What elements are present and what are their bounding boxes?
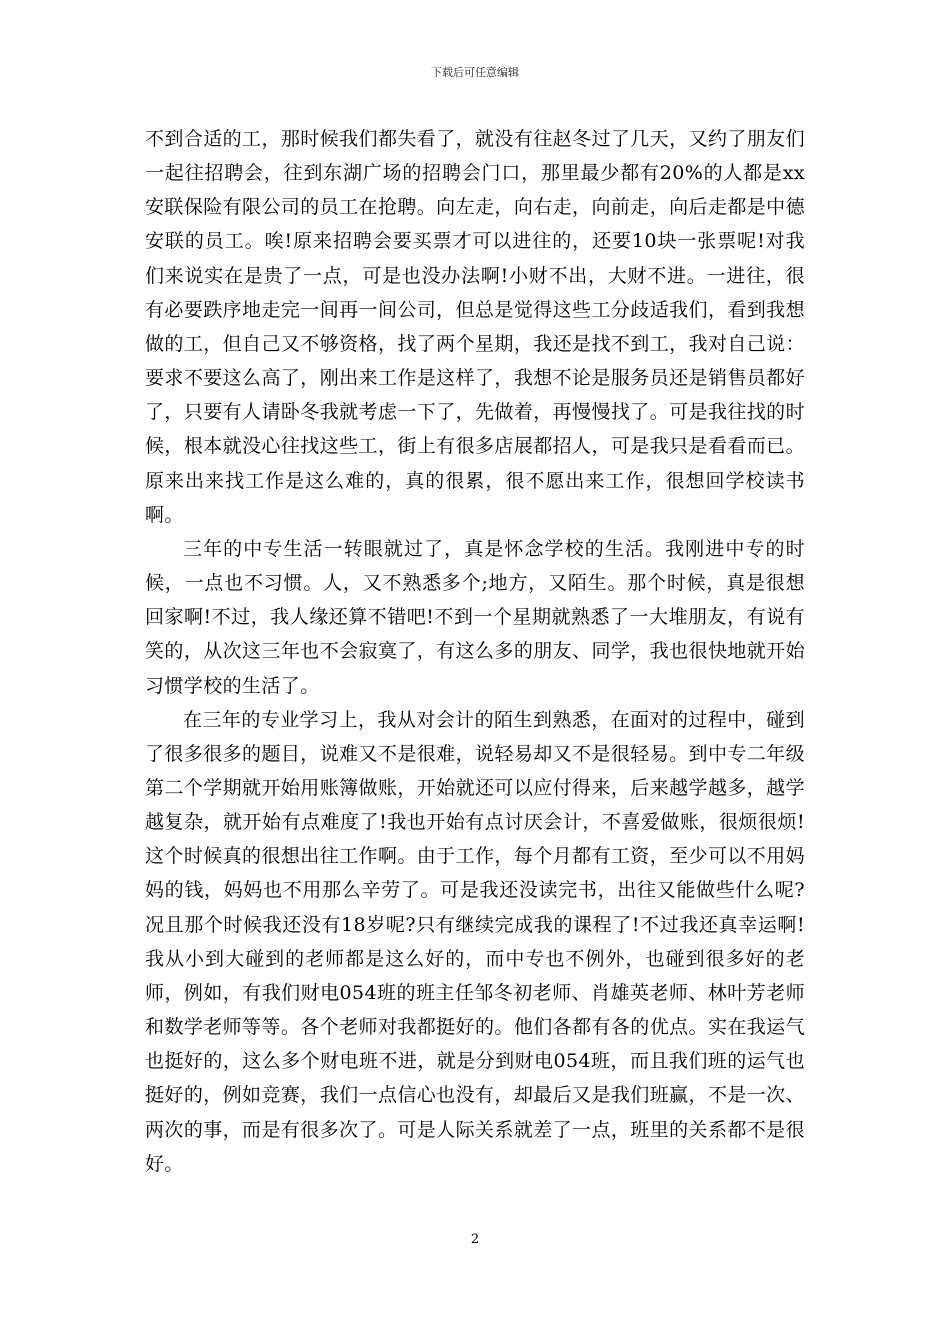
- paragraph-3: 在三年的专业学习上，我从对会计的陌生到熟悉，在面对的过程中，碰到了很多很多的题目，说难又不是很难，说轻易却又不是很轻易。到中专二年级第二个学期就开始用账簿做账，开始就还可以应付得来，后来越学越多，越学越复杂，就开始有点难度了!我也开始有点讨厌会计，不喜爱做账，很烦很烦!这个时候真的很想出往工作啊。由于工作，每个月都有工资，至少可以不用妈妈的钱，妈妈也不用那么辛劳了。可是我还没读完书，出往又能做些什么呢?况且那个时候我还没有18岁呢?只有继续完成我的课程了!不过我还真幸运啊!我从小到大碰到的老师都是这么好的，而中专也不例外，也碰到很多好的老师，例如，有我们财电054班的班主任邹冬初老师、肖雄英老师、林叶芳老师和数学老师等等。各个老师对我都挺好的。他们各都有各的优点。实在我运气也挺好的，这么多个财电班不进，就是分到财电054班，而且我们班的运气也挺好的，例如竞赛，我们一点信心也没有，却最后又是我们班赢，不是一次、两次的事，而是有很多次了。可是人际关系就差了一点，班里的关系都不是很好。: [145, 708, 805, 1175]
- document-body: [145, 122, 805, 1181]
- paragraph-1: 不到合适的工，那时候我们都失看了，就没有往赵冬过了几天，又约了朋友们一起往招聘会，往到东湖广场的招聘会门口，那里最少都有20%的人都是xx安联保险有限公司的员工在抢聘。向左走，向右走，向前走，向后走都是中德安联的员工。唉!原来招聘会要买票才可以进往的，还要10块一张票呢!对我们来说实在是贵了一点，可是也没办法啊!小财不出，大财不进。一进往，很有必要跌序地走完一间再一间公司，但总是觉得这些工分歧适我们，看到我想做的工，但自己又不够资格，找了两个星期，我还是找不到工，我对自己说：要求不要这么高了，刚出来工作是这样了，我想不论是服务员还是销售员都好了，只要有人请卧冬我就考虑一下了，先做着，再慢慢找了。可是我往找的时候，根本就没心往找这些工，街上有很多店展都招人，可是我只是看看而已。原来出来找工作是这么难的，真的很累，很不愿出来工作，很想回学校读书啊。: [145, 128, 805, 526]
- page-header: 下载后可任意编辑: [431, 66, 519, 79]
- page-number: 2: [470, 1232, 480, 1247]
- paragraph-2: 三年的中专生活一转眼就过了，真是怀念学校的生活。我刚进中专的时候，一点也不习惯。人，又不熟悉多个;地方，又陌生。那个时候，真是很想回家啊!不过，我人缘还算不错吧!不到一个星期就熟悉了一大堆朋友，有说有笑的，从次这三年也不会寂寞了，有这么多的朋友、同学，我也很快地就开始习惯学校的生活了。: [145, 537, 805, 697]
